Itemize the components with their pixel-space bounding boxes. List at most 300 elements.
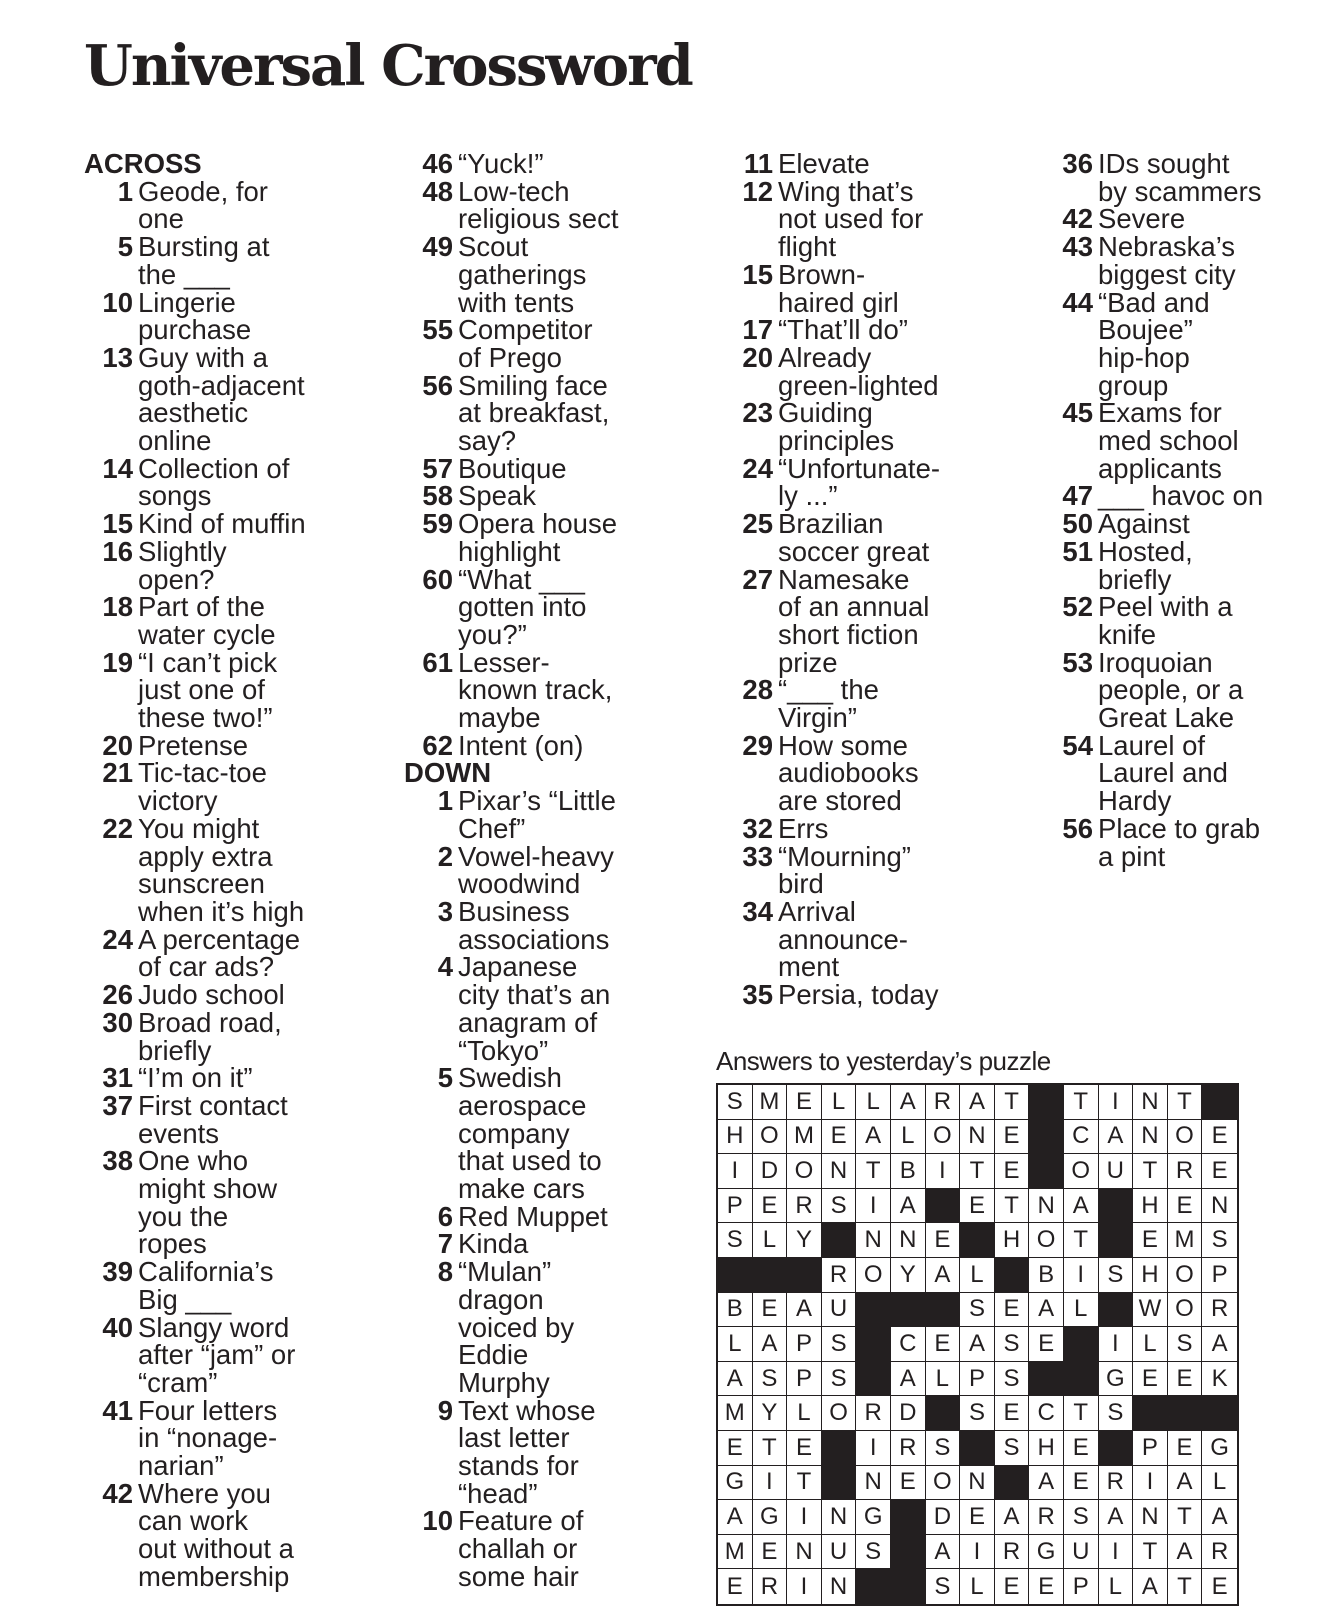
- grid-cell: G: [1099, 1362, 1134, 1397]
- across-clue-1: [84, 175, 384, 235]
- across-clue-40: [84, 1311, 384, 1398]
- down-clue-29: [724, 729, 1024, 817]
- grid-cell: P: [1133, 1431, 1168, 1466]
- clue-text: “I can’t pick just one of these two!”: [138, 646, 278, 734]
- clue-number: 27: [742, 563, 773, 595]
- clue-number: 24: [742, 452, 773, 484]
- grid-block: [1029, 1085, 1064, 1120]
- grid-cell: U: [822, 1535, 857, 1570]
- grid-cell: E: [753, 1189, 788, 1224]
- grid-cell: P: [1064, 1569, 1099, 1604]
- grid-cell: E: [995, 1396, 1030, 1431]
- clue-number: 21: [102, 757, 133, 789]
- grid-cell: I: [1133, 1466, 1168, 1501]
- grid-cell: T: [1133, 1535, 1168, 1570]
- clue-number: 45: [1062, 397, 1093, 429]
- down-clue-7: [404, 1230, 704, 1258]
- grid-cell: Y: [891, 1258, 926, 1293]
- down-clue-56: [1044, 812, 1320, 872]
- grid-cell: A: [1029, 1466, 1064, 1501]
- down-clue-10: [404, 1507, 704, 1590]
- grid-block: [1168, 1396, 1203, 1431]
- across-clue-37: [84, 1089, 384, 1149]
- clue-number: 46: [422, 148, 453, 179]
- clue-text: Pixar’s “Little Chef”: [458, 785, 616, 844]
- across-clue-20: [84, 729, 384, 761]
- grid-cell: C: [1029, 1396, 1064, 1431]
- clue-text: Wing that’s not used for flight: [778, 175, 924, 263]
- grid-cell: I: [1099, 1327, 1134, 1362]
- grid-cell: D: [891, 1396, 926, 1431]
- grid-cell: O: [856, 1258, 891, 1293]
- grid-cell: Y: [753, 1396, 788, 1431]
- down-clue-24: [724, 452, 1024, 512]
- down-clue-1: [404, 787, 704, 842]
- clue-text: Collection of songs: [138, 452, 290, 512]
- grid-cell: I: [856, 1189, 891, 1224]
- grid-cell: E: [1029, 1327, 1064, 1362]
- grid-cell: D: [753, 1154, 788, 1189]
- grid-cell: A: [1168, 1535, 1203, 1570]
- grid-cell: G: [718, 1466, 753, 1501]
- answers-label: Answers to yesterday’s puzzle: [716, 1046, 1051, 1076]
- across-clue-39: [84, 1258, 384, 1313]
- grid-cell: P: [787, 1362, 822, 1397]
- grid-cell: N: [856, 1466, 891, 1501]
- grid-block: [753, 1258, 788, 1293]
- clue-number: 1: [437, 785, 453, 817]
- grid-block: [1029, 1362, 1064, 1397]
- across-clue-56: [404, 369, 704, 457]
- grid-cell: P: [960, 1362, 995, 1397]
- grid-block: [1099, 1293, 1134, 1328]
- clue-text: Red Muppet: [458, 1200, 608, 1232]
- grid-cell: D: [926, 1500, 961, 1535]
- clue-number: 56: [422, 369, 453, 401]
- grid-cell: S: [718, 1223, 753, 1258]
- clue-column-2: [404, 150, 704, 1591]
- clue-text: Already green-lighted: [778, 341, 939, 401]
- clue-text: Guiding principles: [778, 397, 895, 457]
- down-clue-54: [1044, 729, 1320, 817]
- grid-cell: S: [822, 1362, 857, 1397]
- grid-cell: R: [1202, 1535, 1237, 1570]
- across-clue-62: [404, 729, 704, 761]
- grid-cell: R: [1168, 1154, 1203, 1189]
- down-clue-11: [724, 150, 1024, 178]
- clue-number: 13: [102, 341, 133, 373]
- across-clue-18: [84, 593, 384, 648]
- across-clue-15: [84, 510, 384, 538]
- grid-cell: L: [1099, 1569, 1134, 1604]
- grid-cell: S: [822, 1189, 857, 1224]
- across-clue-22: [84, 812, 384, 927]
- grid-cell: L: [891, 1120, 926, 1155]
- grid-block: [856, 1362, 891, 1397]
- across-clue-61: [404, 646, 704, 734]
- grid-cell: E: [891, 1466, 926, 1501]
- across-clue-13: [84, 341, 384, 457]
- across-clue-48: [404, 175, 704, 235]
- grid-cell: L: [926, 1362, 961, 1397]
- down-clue-35: [724, 981, 1024, 1009]
- grid-cell: E: [718, 1569, 753, 1604]
- grid-block: [1099, 1431, 1134, 1466]
- clue-number: 41: [102, 1394, 133, 1426]
- clue-text: Lesser- known track, maybe: [458, 646, 613, 734]
- grid-cell: A: [995, 1500, 1030, 1535]
- clue-number: 20: [742, 341, 773, 373]
- clue-text: Broad road, briefly: [138, 1006, 282, 1066]
- clue-number: 7: [437, 1228, 453, 1260]
- grid-cell: L: [1064, 1293, 1099, 1328]
- clue-text: Severe: [1098, 203, 1186, 235]
- grid-cell: E: [1168, 1189, 1203, 1224]
- grid-block: [1099, 1189, 1134, 1224]
- grid-cell: A: [926, 1535, 961, 1570]
- grid-block: [822, 1223, 857, 1258]
- clue-text: “Unfortunate- ly ...”: [778, 452, 941, 512]
- grid-cell: I: [787, 1500, 822, 1535]
- clue-number: 25: [742, 508, 773, 540]
- grid-cell: I: [1099, 1535, 1134, 1570]
- grid-cell: A: [718, 1500, 753, 1535]
- grid-cell: T: [1133, 1154, 1168, 1189]
- grid-cell: M: [718, 1396, 753, 1431]
- clue-number: 47: [1062, 480, 1093, 512]
- grid-cell: M: [718, 1535, 753, 1570]
- grid-cell: R: [891, 1431, 926, 1466]
- grid-block: [718, 1258, 753, 1293]
- grid-cell: R: [787, 1189, 822, 1224]
- across-clue-41: [84, 1394, 384, 1482]
- clue-text: “That’ll do”: [778, 314, 908, 346]
- clue-number: 54: [1062, 729, 1093, 761]
- grid-cell: A: [856, 1120, 891, 1155]
- grid-cell: N: [822, 1500, 857, 1535]
- grid-cell: E: [718, 1431, 753, 1466]
- grid-cell: L: [1202, 1466, 1237, 1501]
- grid-block: [891, 1500, 926, 1535]
- clue-column-1: [84, 150, 384, 1591]
- clue-number: 56: [1062, 812, 1093, 844]
- grid-cell: A: [891, 1189, 926, 1224]
- grid-block: [891, 1293, 926, 1328]
- clue-text: Where you can work out without a membership: [138, 1477, 294, 1592]
- grid-cell: R: [926, 1085, 961, 1120]
- clue-text: Guy with a goth-adjacent aesthetic online: [138, 341, 305, 457]
- grid-cell: I: [787, 1569, 822, 1604]
- grid-cell: L: [960, 1258, 995, 1293]
- grid-cell: U: [822, 1293, 857, 1328]
- grid-cell: A: [891, 1085, 926, 1120]
- grid-cell: R: [1029, 1500, 1064, 1535]
- clue-number: 22: [102, 812, 133, 844]
- down-clue-25: [724, 510, 1024, 565]
- clue-number: 14: [102, 452, 133, 484]
- grid-cell: L: [787, 1396, 822, 1431]
- clue-number: 33: [742, 840, 773, 872]
- across-clue-16: [84, 535, 384, 595]
- grid-cell: E: [1168, 1362, 1203, 1397]
- clue-text: Speak: [458, 480, 536, 512]
- grid-block: [856, 1327, 891, 1362]
- clue-text: Text whose last letter stands for “head”: [458, 1394, 596, 1509]
- down-clue-5: [404, 1064, 704, 1203]
- grid-cell: R: [1202, 1293, 1237, 1328]
- grid-cell: E: [1211, 1572, 1228, 1600]
- grid-cell: G: [753, 1500, 788, 1535]
- grid-cell: E: [1064, 1466, 1099, 1501]
- grid-cell: S: [995, 1327, 1030, 1362]
- clue-number: 44: [1062, 286, 1093, 318]
- grid-cell: S: [926, 1431, 961, 1466]
- across-clue-60: [404, 563, 704, 650]
- clue-column-3: [724, 150, 1024, 1009]
- clue-number: 19: [102, 646, 133, 678]
- grid-cell: E: [753, 1535, 788, 1570]
- down-clue-52: [1044, 593, 1320, 648]
- grid-cell: R: [753, 1569, 788, 1604]
- clue-number: 17: [742, 314, 773, 346]
- grid-cell: O: [822, 1396, 857, 1431]
- clue-text: Slightly open?: [138, 535, 227, 595]
- clue-number: 8: [437, 1256, 453, 1288]
- clue-number: 4: [437, 951, 453, 983]
- clue-text: One who might show you the ropes: [138, 1145, 278, 1260]
- clue-text: Low-tech religious sect: [458, 175, 619, 235]
- down-clue-53: [1044, 646, 1320, 734]
- clue-number: 15: [742, 258, 773, 290]
- grid-cell: A: [1099, 1500, 1134, 1535]
- grid-cell: E: [995, 1120, 1030, 1155]
- clue-text: “Mourning” bird: [778, 840, 911, 900]
- grid-cell: E: [1029, 1569, 1064, 1604]
- down-clue-50: [1044, 510, 1320, 538]
- across-clue-30: [84, 1006, 384, 1066]
- clue-text: “Mulan” dragon voiced by Eddie Murphy: [458, 1256, 575, 1398]
- grid-cell: B: [891, 1154, 926, 1189]
- grid-cell: N: [822, 1569, 857, 1604]
- down-clue-45: [1044, 399, 1320, 482]
- clue-text: Vowel-heavy woodwind: [458, 840, 614, 900]
- grid-cell: T: [1168, 1569, 1203, 1604]
- clue-text: Kinda: [458, 1228, 529, 1260]
- grid-cell: R: [1099, 1466, 1134, 1501]
- clue-number: 36: [1062, 148, 1093, 179]
- clue-number: 42: [1062, 203, 1093, 235]
- clue-number: 3: [437, 895, 453, 927]
- clue-text: ___ havoc on: [1098, 480, 1264, 512]
- grid-cell: A: [1064, 1189, 1099, 1224]
- clue-text: Boutique: [458, 452, 567, 484]
- grid-cell: E: [960, 1500, 995, 1535]
- clue-text: Smiling face at breakfast, say?: [458, 369, 610, 457]
- down-clue-51: [1044, 535, 1320, 595]
- clue-number: 49: [422, 231, 453, 263]
- grid-cell: A: [1099, 1120, 1134, 1155]
- clue-number: 38: [102, 1145, 133, 1177]
- clue-text: Intent (on): [458, 729, 584, 761]
- clue-number: 61: [422, 646, 453, 678]
- across-clue-24: [84, 923, 384, 983]
- clue-number: 5: [117, 231, 133, 263]
- grid-cell: M: [1168, 1223, 1203, 1258]
- grid-cell: I: [960, 1535, 995, 1570]
- grid-cell: S: [718, 1085, 753, 1120]
- clue-number: 52: [1062, 591, 1093, 623]
- grid-cell: S: [856, 1535, 891, 1570]
- clue-text: Business associations: [458, 895, 610, 955]
- clue-text: Japanese city that’s an anagram of “Tokyo”: [458, 951, 611, 1066]
- grid-block: [891, 1569, 926, 1604]
- clue-text: Hosted, briefly: [1098, 535, 1193, 595]
- grid-cell: S: [995, 1431, 1030, 1466]
- grid-cell: I: [753, 1466, 788, 1501]
- grid-cell: N: [822, 1154, 857, 1189]
- clue-text: Tic-tac-toe victory: [138, 757, 267, 817]
- grid-cell: E: [787, 1085, 822, 1120]
- grid-cell: G: [1202, 1431, 1237, 1466]
- grid-cell: I: [718, 1154, 753, 1189]
- grid-block: [995, 1466, 1030, 1501]
- grid-cell: E: [753, 1293, 788, 1328]
- down-clue-6: [404, 1200, 704, 1232]
- down-clue-23: [724, 397, 1024, 457]
- grid-cell: E: [1064, 1431, 1099, 1466]
- grid-cell: E: [995, 1293, 1030, 1328]
- grid-block: [856, 1293, 891, 1328]
- grid-cell: S: [960, 1396, 995, 1431]
- clue-text: Nebraska’s biggest city: [1098, 231, 1236, 290]
- grid-block: [1064, 1362, 1099, 1397]
- grid-cell: L: [960, 1569, 995, 1604]
- clue-text: Persia, today: [778, 979, 939, 1011]
- across-clue-42: [84, 1477, 384, 1592]
- clue-text: Errs: [778, 812, 829, 844]
- grid-cell: I: [1064, 1258, 1099, 1293]
- grid-cell: E: [1133, 1362, 1168, 1397]
- clue-text: Part of the water cycle: [138, 591, 276, 650]
- grid-cell: A: [960, 1327, 995, 1362]
- clue-text: Opera house highlight: [458, 508, 617, 567]
- page-title: Universal Crossword: [84, 33, 692, 99]
- clue-text: Scout gatherings with tents: [458, 231, 587, 318]
- grid-cell: O: [926, 1120, 961, 1155]
- clue-text: Four letters in “nonage- narian”: [138, 1394, 278, 1482]
- clue-number: 23: [742, 397, 773, 429]
- across-clue-21: [84, 757, 384, 817]
- grid-block: [1099, 1223, 1134, 1258]
- grid-block: [1029, 1154, 1064, 1189]
- down-clue-20: [724, 341, 1024, 401]
- grid-cell: A: [960, 1085, 995, 1120]
- across-clue-55: [404, 316, 704, 371]
- grid-block: [822, 1466, 857, 1501]
- clue-number: 15: [102, 508, 133, 540]
- down-clue-32: [724, 812, 1024, 844]
- grid-cell: Y: [787, 1223, 822, 1258]
- answer-grid: [716, 1083, 1239, 1606]
- grid-cell: O: [753, 1120, 788, 1155]
- grid-cell: O: [1168, 1120, 1203, 1155]
- grid-cell: O: [787, 1154, 822, 1189]
- clue-text: First contact events: [138, 1089, 288, 1149]
- clue-number: 10: [422, 1505, 453, 1537]
- clue-text: Brazilian soccer great: [778, 508, 930, 567]
- grid-cell: M: [753, 1085, 788, 1120]
- grid-cell: S: [1168, 1327, 1203, 1362]
- clue-number: 1: [117, 175, 133, 207]
- grid-cell: C: [891, 1327, 926, 1362]
- grid-cell: A: [1029, 1293, 1064, 1328]
- grid-block: [1202, 1085, 1237, 1120]
- down-clue-3: [404, 895, 704, 955]
- grid-cell: S: [753, 1362, 788, 1397]
- clue-number: 60: [422, 563, 453, 595]
- clue-number: 2: [437, 840, 453, 872]
- grid-cell: O: [1064, 1154, 1099, 1189]
- clue-number: 9: [437, 1394, 453, 1426]
- down-clue-44: [1044, 286, 1320, 401]
- grid-cell: O: [1168, 1258, 1203, 1293]
- clue-number: 32: [742, 812, 773, 844]
- grid-block: [856, 1569, 891, 1604]
- clue-number: 37: [102, 1089, 133, 1121]
- grid-cell: G: [1029, 1535, 1064, 1570]
- grid-cell: H: [1133, 1258, 1168, 1293]
- grid-cell: N: [1133, 1500, 1168, 1535]
- grid-cell: N: [856, 1223, 891, 1258]
- clue-number: 59: [422, 508, 453, 540]
- clue-text: Laurel of Laurel and Hardy: [1098, 729, 1228, 817]
- down-heading: DOWN: [404, 757, 492, 789]
- grid-cell: T: [1064, 1223, 1099, 1258]
- grid-cell: L: [822, 1085, 857, 1120]
- across-clue-58: [404, 482, 704, 510]
- grid-cell: S: [1064, 1500, 1099, 1535]
- clue-text: Swedish aerospace company that used to make cars: [458, 1062, 602, 1205]
- clue-number: 31: [102, 1062, 133, 1094]
- grid-cell: T: [1168, 1500, 1203, 1535]
- grid-cell: E: [1202, 1154, 1237, 1189]
- grid-cell: T: [856, 1154, 891, 1189]
- clue-text: Judo school: [138, 979, 285, 1011]
- grid-cell: S: [960, 1293, 995, 1328]
- grid-cell: A: [753, 1327, 788, 1362]
- grid-cell: I: [926, 1154, 961, 1189]
- across-heading: ACROSS: [84, 148, 202, 179]
- grid-cell: H: [1133, 1189, 1168, 1224]
- grid-cell: I: [1099, 1085, 1134, 1120]
- grid-cell: S: [1099, 1396, 1134, 1431]
- down-clue-4: [404, 953, 704, 1064]
- clue-text: Slangy word after “jam” or “cram”: [138, 1311, 296, 1398]
- grid-cell: A: [926, 1258, 961, 1293]
- grid-cell: R: [995, 1535, 1030, 1570]
- grid-cell: R: [822, 1258, 857, 1293]
- clue-number: 30: [102, 1006, 133, 1038]
- grid-cell: L: [718, 1327, 753, 1362]
- grid-cell: T: [787, 1466, 822, 1501]
- down-clue-42: [1044, 205, 1320, 233]
- grid-cell: T: [1064, 1085, 1099, 1120]
- grid-cell: G: [856, 1500, 891, 1535]
- grid-cell: A: [787, 1293, 822, 1328]
- down-clue-36: [1044, 150, 1320, 205]
- clue-text: IDs sought by scammers: [1098, 148, 1262, 207]
- grid-block: [1133, 1396, 1168, 1431]
